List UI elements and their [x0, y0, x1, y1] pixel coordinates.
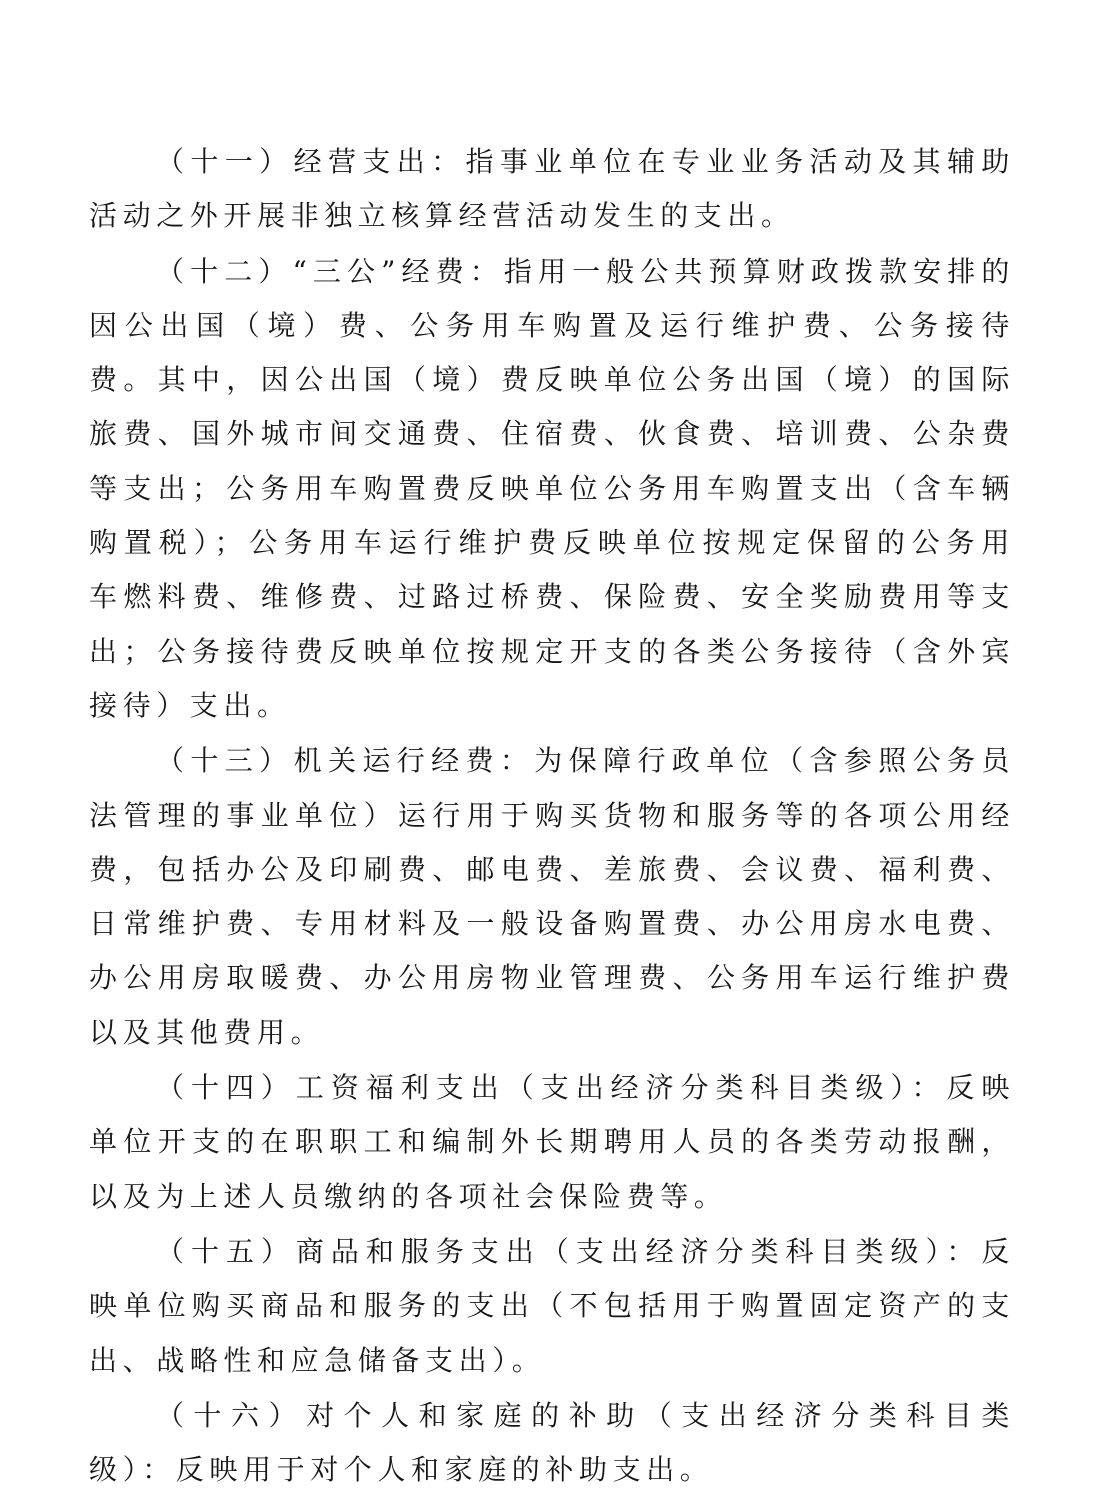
paragraph-subsidies-to-individuals: （十六）对个人和家庭的补助（支出经济分类科目类级）：反映用于对个人和家庭的补助支出。 [89, 1398, 1015, 1487]
paragraph-three-public-expenses: （十二）“三公”经费：指用一般公共预算财政拨款安排的因公出国（境）费、公务用车购置及运行维护费、公务接待费。其中，因公出国（境）费反映单位公务出国（境）的国际旅费、国外城市间交通费、住宿费、伙食费、培训费、公杂费等支出；公务用车购置费反映单位公务用车购置支出（含车辆购置税）；公务用车运行维护费反映单位按规定保留的公务用车燃料费、维修费、过路过桥费、保险费、安全奖励费用等支出；公务接待费反映单位按规定开支的各类公务接待（含外宾接待）支出。 [89, 254, 1015, 722]
paragraph-wages-and-benefits: （十四）工资福利支出（支出经济分类科目类级）：反映单位开支的在职职工和编制外长期聘用人员的各类劳动报酬，以及为上述人员缴纳的各项社会保险费等。 [89, 1071, 1015, 1213]
paragraph-agency-operating-expenses: （十三）机关运行经费：为保障行政单位（含参照公务员法管理的事业单位）运行用于购买货物和服务等的各项公用经费，包括办公及印刷费、邮电费、差旅费、会议费、福利费、日常维护费、专用材料及一般设备购置费、办公用房水电费、办公用房取暖费、办公用房物业管理费、公务用车运行维护费以及其他费用。 [89, 744, 1015, 1049]
paragraph-operating-expenditure: （十一）经营支出：指事业单位在专业业务活动及其辅助活动之外开展非独立核算经营活动发生的支出。 [89, 145, 1015, 233]
paragraph-goods-and-services: （十五）商品和服务支出（支出经济分类科目类级）：反映单位购买商品和服务的支出（不包括用于购置固定资产的支出、战略性和应急储备支出）。 [89, 1234, 1015, 1377]
document-body [89, 135, 1015, 1498]
